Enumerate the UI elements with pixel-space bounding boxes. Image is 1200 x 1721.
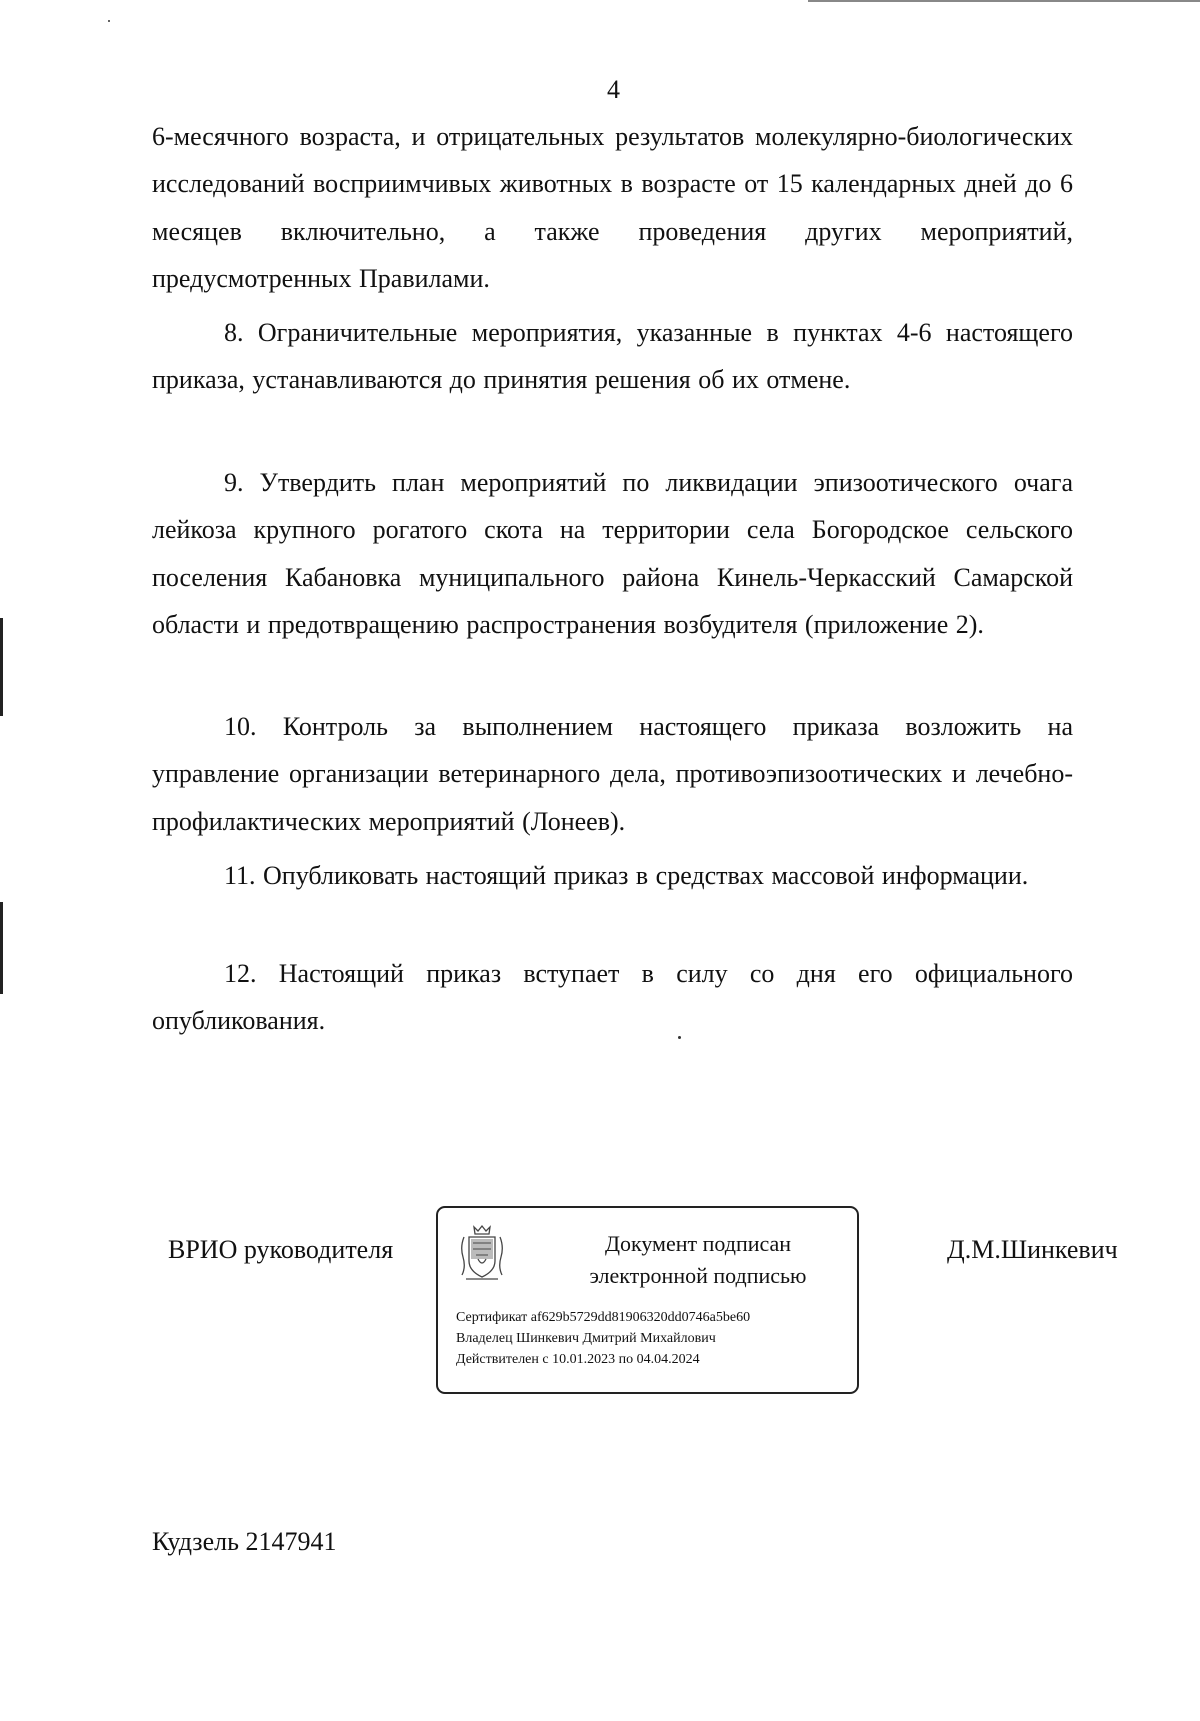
signer-name: Д.М.Шинкевич: [947, 1235, 1118, 1264]
page-number: 4: [607, 75, 620, 104]
paragraph-item-10: 10. Контроль за выполнением настоящего приказа возложить на управление организации ветеринарного дела, противоэпизоотических и лечебно-профилактических мероприятий (Лонеев).: [152, 712, 1073, 836]
paragraph-continuation: 6-месячного возраста, и отрицательных результатов молекулярно-биологических исследований восприимчивых животных в возрасте от 15 календарных дней до 6 месяцев включительно, а также проведения других мероприятий, предусмотренных Правилами.: [152, 122, 1073, 293]
esign-certificate: Сертификат af629b5729dd81906320dd0746a5be60: [456, 1310, 751, 1325]
esign-validity: Действителен с 10.01.2023 по 04.04.2024: [456, 1352, 700, 1367]
signer-title: ВРИО руководителя: [168, 1235, 394, 1264]
esign-owner: Владелец Шинкевич Дмитрий Михайлович: [456, 1331, 716, 1346]
executor-info: Кудзель 2147941: [152, 1527, 337, 1556]
paragraph-item-8: 8. Ограничительные мероприятия, указанные в пунктах 4-6 настоящего приказа, устанавливаются до принятия решения об их отмене.: [152, 318, 1073, 395]
paragraph-item-11: 11. Опубликовать настоящий приказ в средствах массовой информации.: [224, 861, 1029, 890]
esign-heading: [548, 1228, 848, 1292]
esign-details: [456, 1307, 846, 1370]
coat-of-arms-icon: [456, 1223, 508, 1283]
esign-heading-line: электронной подписью: [589, 1263, 807, 1288]
paragraph-item-9: 9. Утвердить план мероприятий по ликвидации эпизоотического очага лейкоза крупного рогатого скота на территории села Богородское сельского поселения Кабановка муниципального района Кинель-Черкасский Самарской области и предотвращению распространения возбудителя (приложение 2).: [152, 468, 1073, 639]
scan-edge-line: [0, 902, 3, 994]
electronic-signature-stamp: [436, 1206, 859, 1394]
esign-heading-line: Документ подписан: [604, 1231, 792, 1256]
paragraph-item-12: 12. Настоящий приказ вступает в силу со дня его официального опубликования.: [152, 959, 1073, 1036]
scan-speck: [108, 20, 110, 22]
scan-edge-line: [0, 618, 3, 716]
scan-edge-line: [808, 0, 1200, 2]
